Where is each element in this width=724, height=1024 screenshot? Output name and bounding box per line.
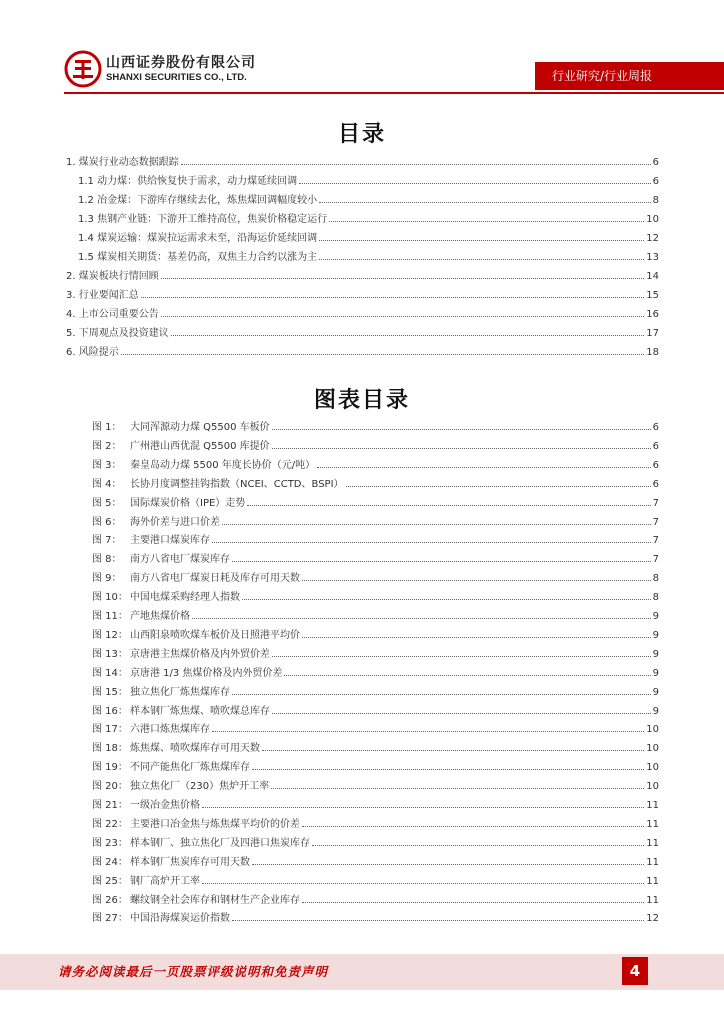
toc-entry-page: 17 — [646, 328, 659, 339]
figure-entry-label: 图 23： — [92, 838, 128, 849]
figure-entry-label: 图 17： — [92, 724, 128, 735]
dot-leader — [232, 920, 644, 921]
toc-entry-page: 8 — [652, 195, 659, 206]
dot-leader — [329, 221, 644, 222]
toc-title: 目录 — [337, 122, 386, 147]
toc-entry-text: 5. 下周观点及投资建议 — [66, 328, 169, 339]
figure-entry-page: 10 — [646, 762, 659, 773]
figure-entry-page: 12 — [646, 913, 659, 924]
toc-entry-text: 1.1 动力煤：供给恢复快于需求，动力煤延续回调 — [78, 176, 298, 187]
figure-entry-label: 图 19： — [92, 762, 128, 773]
figure-entry-text: 独立焦化厂炼焦煤库存 — [130, 687, 230, 698]
figure-entry[interactable] — [92, 699, 659, 717]
figure-entry-text: 京唐港主焦煤价格及内外贸价差 — [130, 649, 270, 660]
figure-entry-page: 10 — [646, 724, 659, 735]
figure-entry[interactable] — [92, 869, 659, 887]
toc-entry-page: 10 — [646, 214, 659, 225]
toc-entry-page: 14 — [646, 271, 659, 282]
report-category: 行业研究/行业周报 — [552, 69, 653, 83]
figure-entry[interactable] — [92, 453, 659, 471]
figure-entry-label: 图 27： — [92, 913, 128, 924]
figure-entry-label: 图 11： — [92, 611, 128, 622]
toc-entry-text: 2. 煤炭板块行情回顾 — [66, 271, 159, 282]
toc-entry-text: 1.4 煤炭运输：煤炭拉运需求未至，沿海运价延续回调 — [78, 233, 318, 244]
figure-entry-label: 图 24： — [92, 857, 128, 868]
toc-entry[interactable] — [66, 302, 659, 320]
figure-entry-page: 6 — [652, 441, 659, 452]
dot-leader — [212, 542, 651, 543]
figure-entry-label: 图 3： — [92, 460, 122, 471]
dot-leader — [302, 637, 651, 638]
figure-entry-text: 主要港口煤炭库存 — [130, 535, 210, 546]
toc-entry[interactable] — [78, 188, 659, 206]
toc-entry[interactable] — [66, 283, 659, 301]
toc-entry[interactable] — [66, 264, 659, 282]
dot-leader — [252, 864, 644, 865]
figure-entry-label: 图 14： — [92, 668, 128, 679]
dot-leader — [319, 202, 651, 203]
figure-entry-page: 10 — [646, 743, 659, 754]
toc-entry[interactable] — [78, 245, 659, 263]
toc-entry-text: 6. 风险提示 — [66, 347, 119, 358]
company-name-cn: 山西证券股份有限公司 — [106, 55, 256, 71]
figure-entry-page: 8 — [652, 573, 659, 584]
figure-entry-text: 六港口炼焦煤库存 — [130, 724, 210, 735]
figure-entry-label: 图 20： — [92, 781, 128, 792]
dot-leader — [299, 183, 651, 184]
figure-entry-text: 样本钢厂焦炭库存可用天数 — [130, 857, 250, 868]
toc-entry[interactable] — [66, 150, 659, 168]
figure-entry-page: 11 — [646, 857, 659, 868]
toc-entry[interactable] — [78, 169, 659, 187]
figure-entry-text: 秦皇岛动力煤 5500 年度长协价（元/吨） — [130, 460, 316, 471]
figure-entry-page: 7 — [652, 498, 659, 509]
figure-entry[interactable] — [92, 661, 659, 679]
figure-entry-label: 图 7： — [92, 535, 122, 546]
company-name-en: SHANXI SECURITIES CO., LTD. — [106, 72, 247, 83]
dot-leader — [302, 580, 651, 581]
figure-entry-text: 产地焦煤价格 — [130, 611, 190, 622]
dot-leader — [319, 240, 644, 241]
figure-entry-label: 图 22： — [92, 819, 128, 830]
figure-entry-page: 11 — [646, 838, 659, 849]
figure-entry-label: 图 6： — [92, 517, 122, 528]
toc-entry-page: 18 — [646, 347, 659, 358]
dot-leader — [271, 788, 644, 789]
figure-entry-text: 样本钢厂炼焦煤、喷吹煤总库存 — [130, 706, 270, 717]
figure-entry-page: 9 — [652, 706, 659, 717]
dot-leader — [202, 807, 644, 808]
dot-leader — [161, 316, 645, 317]
figure-entry-text: 长协月度调整挂钩指数（NCEI、CCTD、BSPI） — [130, 479, 344, 490]
toc-entry-text: 1.3 焦钢产业链：下游开工维持高位，焦炭价格稳定运行 — [78, 214, 328, 225]
figure-entry-page: 10 — [646, 781, 659, 792]
toc-entry[interactable] — [78, 226, 659, 244]
figure-entry-page: 8 — [652, 592, 659, 603]
shanxi-securities-logo-icon — [64, 50, 102, 88]
dot-leader — [272, 713, 651, 714]
figure-entry-page: 11 — [646, 876, 659, 887]
toc-entry[interactable] — [66, 321, 659, 339]
dot-leader — [212, 731, 644, 732]
dot-leader — [242, 599, 651, 600]
figure-entry[interactable] — [92, 774, 659, 792]
figure-entry-text: 一级冶金焦价格 — [130, 800, 200, 811]
figure-entry-text: 国际煤炭价格（IPE）走势 — [130, 498, 246, 509]
dot-leader — [319, 259, 644, 260]
figure-entry-page: 9 — [652, 630, 659, 641]
figure-entry-text: 京唐港 1/3 焦煤价格及内外贸价差 — [130, 668, 283, 679]
figure-entry[interactable] — [92, 888, 659, 906]
dot-leader — [262, 750, 644, 751]
figures-title: 图表目录 — [313, 388, 410, 413]
dot-leader — [272, 429, 651, 430]
figure-entry-label: 图 9： — [92, 573, 122, 584]
figure-entry-label: 图 8： — [92, 554, 122, 565]
toc-entry[interactable] — [78, 207, 659, 225]
figure-entry-text: 炼焦煤、喷吹煤库存可用天数 — [130, 743, 260, 754]
figure-entry-text: 海外价差与进口价差 — [130, 517, 220, 528]
figure-entry-text: 中国电煤采购经理人指数 — [130, 592, 240, 603]
figure-entry-text: 山西阳泉喷吹煤车板价及日照港平均价 — [130, 630, 300, 641]
figure-entry-label: 图 25： — [92, 876, 128, 887]
dot-leader — [121, 354, 645, 355]
figure-entry-page: 11 — [646, 819, 659, 830]
figure-entry-text: 不同产能焦化厂炼焦煤库存 — [130, 762, 250, 773]
figure-entry[interactable] — [92, 680, 659, 698]
figure-entry-text: 独立焦化厂（230）焦炉开工率 — [130, 781, 270, 792]
figure-entry[interactable] — [92, 491, 659, 509]
figure-entry-text: 样本钢厂、独立焦化厂及四港口焦炭库存 — [130, 838, 310, 849]
dot-leader — [252, 769, 644, 770]
figure-entry[interactable] — [92, 604, 659, 622]
toc-entry-text: 1.2 冶金煤：下游库存继续去化，炼焦煤回调幅度较小 — [78, 195, 318, 206]
toc-entry-text: 1.5 煤炭相关期货：基差仍高，双焦主力合约以涨为主 — [78, 252, 318, 263]
dot-leader — [317, 467, 650, 468]
toc-entry-text: 4. 上市公司重要公告 — [66, 309, 159, 320]
figure-entry-text: 螺纹钢全社会库存和钢材生产企业库存 — [130, 895, 300, 906]
toc-entry-page: 12 — [646, 233, 659, 244]
dot-leader — [141, 297, 645, 298]
figure-entry-page: 9 — [652, 611, 659, 622]
dot-leader — [161, 278, 645, 279]
header-divider — [64, 92, 724, 94]
toc-entry-page: 6 — [652, 176, 659, 187]
dot-leader — [312, 845, 644, 846]
dot-leader — [272, 448, 651, 449]
dot-leader — [181, 164, 651, 165]
figure-entry-label: 图 12： — [92, 630, 128, 641]
figure-entry[interactable] — [92, 812, 659, 830]
figure-entry-label: 图 4： — [92, 479, 122, 490]
figure-entry-text: 中国沿海煤炭运价指数 — [130, 913, 230, 924]
figure-entry-text: 南方八省电厂煤炭日耗及库存可用天数 — [130, 573, 300, 584]
toc-entry-page: 6 — [652, 157, 659, 168]
dot-leader — [202, 883, 644, 884]
figure-entry-page: 6 — [652, 422, 659, 433]
toc-entry-page: 13 — [646, 252, 659, 263]
figure-entry[interactable] — [92, 585, 659, 603]
figure-entry[interactable] — [92, 472, 659, 490]
toc-entry[interactable] — [66, 340, 659, 358]
figure-entry[interactable] — [92, 906, 659, 924]
figure-entry-label: 图 13： — [92, 649, 128, 660]
figure-entry[interactable] — [92, 793, 659, 811]
figure-entry[interactable] — [92, 717, 659, 735]
toc-entry-page: 16 — [646, 309, 659, 320]
figure-entry-label: 图 18： — [92, 743, 128, 754]
footer-disclaimer: 请务必阅读最后一页股票评级说明和免责声明 — [58, 964, 329, 979]
figure-entry[interactable] — [92, 736, 659, 754]
figure-entry-label: 图 21： — [92, 800, 128, 811]
figure-entry[interactable] — [92, 642, 659, 660]
figure-entry-text: 钢厂高炉开工率 — [130, 876, 200, 887]
figure-entry-label: 图 5： — [92, 498, 122, 509]
figure-entry[interactable] — [92, 415, 659, 433]
figure-entry[interactable] — [92, 566, 659, 584]
dot-leader — [284, 675, 650, 676]
toc-entry-text: 3. 行业要闻汇总 — [66, 290, 139, 301]
figure-entry[interactable] — [92, 528, 659, 546]
figure-entry-page: 7 — [652, 554, 659, 565]
page-header — [0, 0, 724, 100]
dot-leader — [302, 826, 644, 827]
figure-entry[interactable] — [92, 547, 659, 565]
toc-entry-page: 15 — [646, 290, 659, 301]
figure-entry[interactable] — [92, 850, 659, 868]
dot-leader — [272, 656, 651, 657]
figure-entry-page: 7 — [652, 535, 659, 546]
figure-entry-text: 广州港山西优混 Q5500 库提价 — [130, 441, 270, 452]
figure-entry-label: 图 26： — [92, 895, 128, 906]
figure-entry[interactable] — [92, 510, 659, 528]
figure-entry[interactable] — [92, 623, 659, 641]
dot-leader — [222, 524, 651, 525]
figure-entry[interactable] — [92, 755, 659, 773]
dot-leader — [302, 902, 644, 903]
figure-entry-page: 6 — [652, 460, 659, 471]
dot-leader — [232, 561, 651, 562]
figure-entry-label: 图 15： — [92, 687, 128, 698]
toc-entry-text: 1. 煤炭行业动态数据跟踪 — [66, 157, 179, 168]
figure-entry-label: 图 16： — [92, 706, 128, 717]
figure-entry-page: 11 — [646, 800, 659, 811]
figure-entry[interactable] — [92, 831, 659, 849]
page-number: 4 — [622, 957, 648, 985]
figure-entry-page: 6 — [652, 479, 659, 490]
dot-leader — [192, 618, 651, 619]
figure-entry-text: 主要港口冶金焦与炼焦煤平均价的价差 — [130, 819, 300, 830]
figure-entry-page: 7 — [652, 517, 659, 528]
figure-entry-page: 9 — [652, 687, 659, 698]
figure-entry-text: 南方八省电厂煤炭库存 — [130, 554, 230, 565]
dot-leader — [232, 694, 651, 695]
figure-entry[interactable] — [92, 434, 659, 452]
dot-leader — [171, 335, 645, 336]
figure-entry-label: 图 10： — [92, 592, 128, 603]
figure-entry-page: 9 — [652, 649, 659, 660]
figure-entry-label: 图 1： — [92, 422, 122, 433]
figure-entry-page: 9 — [652, 668, 659, 679]
dot-leader — [346, 486, 651, 487]
figure-entry-page: 11 — [646, 895, 659, 906]
figure-entry-label: 图 2： — [92, 441, 122, 452]
figure-entry-text: 大同浑源动力煤 Q5500 车板价 — [130, 422, 270, 433]
dot-leader — [247, 505, 650, 506]
